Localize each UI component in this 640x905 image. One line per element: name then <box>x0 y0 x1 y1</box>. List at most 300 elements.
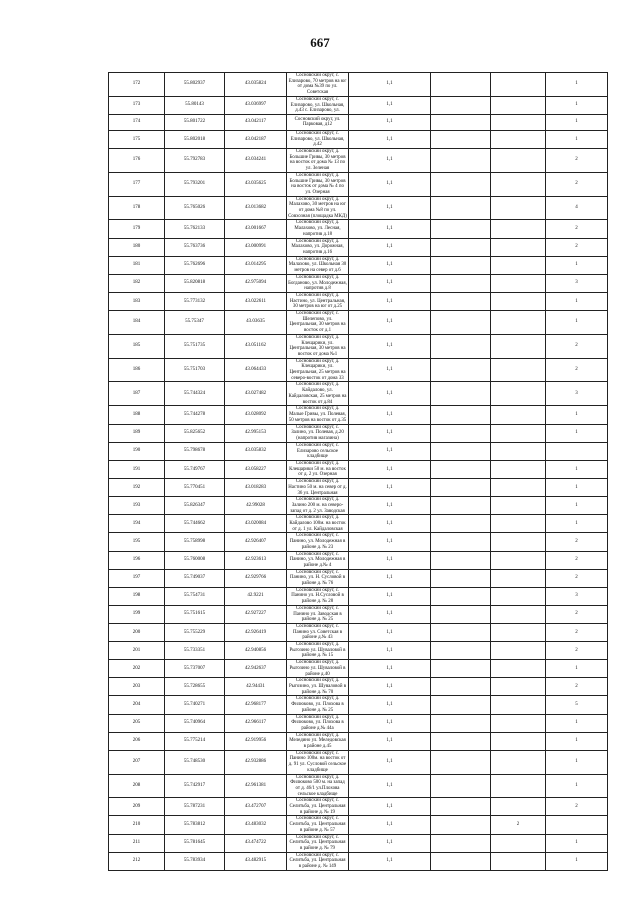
table-row <box>109 587 608 605</box>
volume-cell: 1,1 <box>349 424 431 442</box>
row-number: 202 <box>109 660 165 678</box>
address-cell: Сосновский округ, с. Елизарово, 70 метров на юг от дома №39 по ул. Советская <box>287 73 349 97</box>
row-number: 177 <box>109 172 165 196</box>
row-number: 190 <box>109 442 165 460</box>
longitude-cell: 43.474722 <box>225 834 287 852</box>
extra-cell-a <box>491 678 546 696</box>
longitude-cell: 42.927227 <box>225 605 287 623</box>
table-row <box>109 533 608 551</box>
volume-cell: 1,1 <box>349 696 431 714</box>
count-cell <box>431 623 491 641</box>
row-number: 193 <box>109 497 165 515</box>
table-row <box>109 334 608 358</box>
table-row <box>109 696 608 714</box>
volume-cell: 1,1 <box>349 852 431 870</box>
row-number: 191 <box>109 460 165 478</box>
extra-cell-b: 1 <box>546 96 608 114</box>
extra-cell-b: 1 <box>546 660 608 678</box>
count-cell <box>431 515 491 533</box>
row-number: 204 <box>109 696 165 714</box>
extra-cell-a <box>491 73 546 97</box>
address-cell: Сосновский округ, д. Клещарики, ул. Центральная, 25 метров на северо-восток от дома 33 <box>287 358 349 382</box>
extra-cell-b: 2 <box>546 678 608 696</box>
extra-cell-a <box>491 551 546 569</box>
extra-cell-a <box>491 533 546 551</box>
volume-cell: 1,1 <box>349 714 431 732</box>
volume-cell: 1,1 <box>349 678 431 696</box>
longitude-cell: 43.022611 <box>225 292 287 310</box>
count-cell <box>431 834 491 852</box>
longitude-cell: 42.9221 <box>225 587 287 605</box>
address-cell: Сосновский округ, с. Панино ул. Заводская в районе д. № 25 <box>287 605 349 623</box>
count-cell <box>431 172 491 196</box>
longitude-cell: 42.975094 <box>225 274 287 292</box>
extra-cell-a <box>491 196 546 220</box>
volume-cell: 1,1 <box>349 460 431 478</box>
extra-cell-a <box>491 569 546 587</box>
longitude-cell: 43.036997 <box>225 96 287 114</box>
latitude-cell: 55.801722 <box>165 114 225 130</box>
table-row <box>109 149 608 173</box>
count-cell <box>431 114 491 130</box>
count-cell <box>431 406 491 425</box>
count-cell <box>431 130 491 148</box>
table-row <box>109 73 608 97</box>
longitude-cell: 43.013682 <box>225 196 287 220</box>
longitude-cell: 43.018283 <box>225 479 287 497</box>
extra-cell-a <box>491 238 546 256</box>
extra-cell-a <box>491 623 546 641</box>
count-cell <box>431 311 491 335</box>
longitude-cell: 43.042117 <box>225 114 287 130</box>
count-cell <box>431 816 491 834</box>
count-cell <box>431 798 491 816</box>
count-cell <box>431 696 491 714</box>
address-cell: Сосновский округ, д. Филюково, ул. Плохова в районе д. № 25 <box>287 696 349 714</box>
count-cell <box>431 569 491 587</box>
count-cell <box>431 774 491 798</box>
extra-cell-a <box>491 442 546 460</box>
longitude-cell: 42.932886 <box>225 750 287 774</box>
extra-cell-a <box>491 798 546 816</box>
extra-cell-b: 2 <box>546 642 608 660</box>
volume-cell: 1,1 <box>349 551 431 569</box>
table-row <box>109 515 608 533</box>
count-cell <box>431 196 491 220</box>
table-row <box>109 220 608 238</box>
extra-cell-a <box>491 774 546 798</box>
row-number: 194 <box>109 515 165 533</box>
volume-cell: 1,1 <box>349 623 431 641</box>
table-row <box>109 497 608 515</box>
extra-cell-a <box>491 172 546 196</box>
row-number: 210 <box>109 816 165 834</box>
container-sites-table <box>108 72 608 871</box>
volume-cell: 1,1 <box>349 196 431 220</box>
extra-cell-a <box>491 852 546 870</box>
table-row <box>109 172 608 196</box>
count-cell <box>431 149 491 173</box>
count-cell <box>431 442 491 460</box>
extra-cell-b: 2 <box>546 623 608 641</box>
table-row <box>109 732 608 750</box>
table-row <box>109 569 608 587</box>
table-row <box>109 551 608 569</box>
volume-cell: 1,1 <box>349 587 431 605</box>
volume-cell: 1,1 <box>349 334 431 358</box>
latitude-cell: 55.783812 <box>165 816 225 834</box>
extra-cell-a <box>491 750 546 774</box>
table-row <box>109 274 608 292</box>
longitude-cell: 42.940856 <box>225 642 287 660</box>
extra-cell-a <box>491 515 546 533</box>
address-cell: Сосновский округ, с. Елизарово, ул. Школьная, д.42 <box>287 130 349 148</box>
count-cell <box>431 292 491 310</box>
extra-cell-a <box>491 587 546 605</box>
latitude-cell: 55.765026 <box>165 196 225 220</box>
row-number: 181 <box>109 256 165 274</box>
extra-cell-b: 1 <box>546 114 608 130</box>
row-number: 212 <box>109 852 165 870</box>
table-row <box>109 382 608 406</box>
extra-cell-b: 1 <box>546 406 608 425</box>
extra-cell-b: 1 <box>546 460 608 478</box>
count-cell <box>431 358 491 382</box>
longitude-cell: 43.058227 <box>225 460 287 478</box>
latitude-cell: 55.749767 <box>165 460 225 478</box>
longitude-cell: 42.968177 <box>225 696 287 714</box>
longitude-cell: 43.051162 <box>225 334 287 358</box>
count-cell <box>431 424 491 442</box>
row-number: 180 <box>109 238 165 256</box>
count-cell <box>431 852 491 870</box>
row-number: 211 <box>109 834 165 852</box>
volume-cell: 1,1 <box>349 406 431 425</box>
count-cell <box>431 605 491 623</box>
longitude-cell: 42.99028 <box>225 497 287 515</box>
address-cell: Сосновский округ, с. Селитьба, ул. Центральная в районе д. № 79 <box>287 834 349 852</box>
longitude-cell: 43.035625 <box>225 172 287 196</box>
extra-cell-a <box>491 479 546 497</box>
latitude-cell: 55.737007 <box>165 660 225 678</box>
volume-cell: 1,1 <box>349 220 431 238</box>
extra-cell-b: 3 <box>546 587 608 605</box>
longitude-cell: 43.482915 <box>225 852 287 870</box>
count-cell <box>431 274 491 292</box>
volume-cell: 1,1 <box>349 274 431 292</box>
extra-cell-a <box>491 256 546 274</box>
volume-cell: 1,1 <box>349 172 431 196</box>
volume-cell: 1,1 <box>349 479 431 497</box>
latitude-cell: 55.798678 <box>165 442 225 460</box>
address-cell: Сосновский округ, д. Меледино ул. Меледовская в районе д.45 <box>287 732 349 750</box>
table-row <box>109 238 608 256</box>
longitude-cell: 43.064433 <box>225 358 287 382</box>
longitude-cell: 42.929766 <box>225 569 287 587</box>
volume-cell: 1,1 <box>349 358 431 382</box>
longitude-cell: 43.028092 <box>225 406 287 425</box>
latitude-cell: 55.787231 <box>165 798 225 816</box>
volume-cell: 1,1 <box>349 238 431 256</box>
count-cell <box>431 551 491 569</box>
latitude-cell: 55.762696 <box>165 256 225 274</box>
extra-cell-a <box>491 358 546 382</box>
extra-cell-b: 1 <box>546 292 608 310</box>
volume-cell: 1,1 <box>349 149 431 173</box>
extra-cell-a <box>491 149 546 173</box>
extra-cell-a <box>491 334 546 358</box>
address-cell: Сосновский округ, с. Панино, ул. Н. Сусловой в районе д. № 76 <box>287 569 349 587</box>
row-number: 200 <box>109 623 165 641</box>
extra-cell-b: 2 <box>546 220 608 238</box>
extra-cell-b: 1 <box>546 424 608 442</box>
address-cell: Сосновский округ, с. Селитьба, ул. Центральная в районе д. № 149 <box>287 852 349 870</box>
address-cell: Сосновский округ, д. Богданово, ул. Молодежная, напротив д.8 <box>288 274 347 292</box>
table-row <box>109 460 608 478</box>
extra-cell-a <box>491 311 546 335</box>
extra-cell-a <box>491 834 546 852</box>
address-cell: Сосновский округ, с. Селитьба, ул. Центральная в районе д. № 19 <box>287 798 349 816</box>
longitude-cell: 43.472707 <box>225 798 287 816</box>
row-number: 183 <box>109 292 165 310</box>
table-row <box>109 714 608 732</box>
volume-cell: 1,1 <box>349 798 431 816</box>
extra-cell-b: 2 <box>546 605 608 623</box>
volume-cell: 1,1 <box>349 732 431 750</box>
address-cell: Сосновский округ, д. Клещарики, ул. Центральная, 30 метров на восток от дома №1 <box>287 334 349 358</box>
count-cell <box>431 382 491 406</box>
table-row <box>109 623 608 641</box>
row-number: 205 <box>109 714 165 732</box>
row-number: 207 <box>109 750 165 774</box>
latitude-cell: 55.793201 <box>165 172 225 196</box>
address-cell: Сосновский округ, с. Панино 100м. на восток от д. 91 ул. Сусловой сельское кладбище <box>287 750 349 774</box>
extra-cell-a <box>491 114 546 130</box>
table-row <box>109 852 608 870</box>
latitude-cell: 55.733351 <box>165 642 225 660</box>
table-row <box>109 442 608 460</box>
longitude-cell: 42.966117 <box>225 714 287 732</box>
extra-cell-b: 1 <box>546 732 608 750</box>
address-cell: Сосновский округ, д. Кайдалово, ул. Кайдаловская, 25 метров на восток от д.84 <box>287 382 349 406</box>
table-row <box>109 678 608 696</box>
extra-cell-a <box>491 460 546 478</box>
row-number: 209 <box>109 798 165 816</box>
table-row <box>109 605 608 623</box>
latitude-cell: 55.748530 <box>165 750 225 774</box>
count-cell <box>431 220 491 238</box>
extra-cell-a <box>491 382 546 406</box>
count-cell <box>431 256 491 274</box>
page-number: 667 <box>310 35 330 50</box>
extra-cell-a <box>491 424 546 442</box>
longitude-cell: 42.923613 <box>225 551 287 569</box>
address-cell: Сосновский округ, с. Панино ул. Советская в районе д.№ 43 <box>287 623 349 641</box>
extra-cell-b: 1 <box>546 311 608 335</box>
row-number: 199 <box>109 605 165 623</box>
address-cell: Сосновский округ, с. Елизарово сельское кладбище <box>287 442 349 460</box>
volume-cell: 1,1 <box>349 834 431 852</box>
row-number: 186 <box>109 358 165 382</box>
extra-cell-b: 2 <box>546 238 608 256</box>
count-cell <box>431 460 491 478</box>
row-number: 187 <box>109 382 165 406</box>
extra-cell-b: 2 <box>546 358 608 382</box>
extra-cell-b: 1 <box>546 256 608 274</box>
volume-cell: 1,1 <box>349 256 431 274</box>
longitude-cell: 43.027482 <box>225 382 287 406</box>
address-cell: Сосновский округ, ул. Парковая, д12 <box>287 114 349 130</box>
extra-cell-a <box>491 732 546 750</box>
row-number: 179 <box>109 220 165 238</box>
table-row <box>109 311 608 335</box>
latitude-cell: 55.740964 <box>165 714 225 732</box>
address-cell: Сосновский округ, д. Филюково 500 м. на запад от д. 46/1 ул.Плохова сельское кладбище <box>287 774 349 798</box>
latitude-cell: 55.773132 <box>165 292 225 310</box>
latitude-cell: 55.744324 <box>165 382 225 406</box>
extra-cell-b: 1 <box>546 497 608 515</box>
volume-cell: 1,1 <box>349 533 431 551</box>
table-row <box>109 114 608 130</box>
row-number: 196 <box>109 551 165 569</box>
extra-cell-b <box>546 442 608 460</box>
volume-cell: 1,1 <box>349 442 431 460</box>
extra-cell-a <box>491 406 546 425</box>
table-row <box>109 96 608 114</box>
row-number: 203 <box>109 678 165 696</box>
count-cell <box>431 714 491 732</box>
table-row <box>109 406 608 425</box>
longitude-cell: 43.042187 <box>225 130 287 148</box>
extra-cell-b: 1 <box>546 515 608 533</box>
latitude-cell: 55.740271 <box>165 696 225 714</box>
latitude-cell: 55.80143 <box>165 96 225 114</box>
table-row <box>109 798 608 816</box>
address-cell: Сосновский округ, с. Шелепово, ул. Центральная, 30 метров на восток от д.1 <box>287 311 349 335</box>
latitude-cell: 55.763736 <box>165 238 225 256</box>
row-number: 197 <box>109 569 165 587</box>
longitude-cell: 43.03635 <box>225 311 287 335</box>
extra-cell-b: 3 <box>546 274 608 292</box>
latitude-cell: 55.755229 <box>165 623 225 641</box>
extra-cell-b: 1 <box>546 834 608 852</box>
longitude-cell: 43.035824 <box>225 73 287 97</box>
latitude-cell: 55.825652 <box>165 424 225 442</box>
longitude-cell: 43.035832 <box>225 442 287 460</box>
count-cell <box>431 96 491 114</box>
count-cell <box>431 479 491 497</box>
volume-cell: 1,1 <box>349 660 431 678</box>
address-cell: Сосновский округ, д. Малахово, ул. Дорожная, напротив д.16 <box>287 238 349 256</box>
latitude-cell: 55.770451 <box>165 479 225 497</box>
volume-cell: 1,1 <box>349 750 431 774</box>
row-number: 182 <box>109 274 165 292</box>
row-number: 174 <box>109 114 165 130</box>
extra-cell-b: 1 <box>546 130 608 148</box>
latitude-cell: 55.820818 <box>165 274 225 292</box>
longitude-cell: 43.001667 <box>225 220 287 238</box>
extra-cell-a <box>491 642 546 660</box>
count-cell <box>431 732 491 750</box>
count-cell <box>431 334 491 358</box>
extra-cell-a <box>491 714 546 732</box>
volume-cell: 1,1 <box>349 515 431 533</box>
extra-cell-a <box>491 274 546 292</box>
address-cell: Сосновский округ, с. Селитьба, ул. Центральная в районе д. № 57 <box>287 816 349 834</box>
latitude-cell: 55.802018 <box>165 130 225 148</box>
volume-cell: 1,1 <box>349 497 431 515</box>
row-number: 185 <box>109 334 165 358</box>
address-cell: Сосновский округ, д. Филюково, ул. Плохова в районе д.№ 44а <box>287 714 349 732</box>
row-number: 206 <box>109 732 165 750</box>
extra-cell-b: 1 <box>546 750 608 774</box>
volume-cell: 1,1 <box>349 642 431 660</box>
row-number: 173 <box>109 96 165 114</box>
row-number: 176 <box>109 149 165 173</box>
longitude-cell: 43.483032 <box>225 816 287 834</box>
address-cell: Сосновский округ, д. Большие Гривы, 30 метров на восток от дома № 4 по ул. Озерная <box>287 172 349 196</box>
longitude-cell: 43.020084 <box>225 515 287 533</box>
extra-cell-b: 1 <box>546 714 608 732</box>
address-cell: Сосновский округ, д. Малые Гривы, ул. Полевая, 50 метров на восток от д.35 <box>287 406 349 425</box>
longitude-cell: 42.995153 <box>225 424 287 442</box>
table-row <box>109 834 608 852</box>
extra-cell-a <box>491 660 546 678</box>
volume-cell: 1,1 <box>349 816 431 834</box>
latitude-cell: 55.728655 <box>165 678 225 696</box>
latitude-cell: 55.826347 <box>165 497 225 515</box>
row-number: 201 <box>109 642 165 660</box>
address-cell: Сосновский округ, д. Большие Гривы, 30 метров на восток от дома № 13 по ул. Зеленая <box>287 149 349 173</box>
latitude-cell: 55.742917 <box>165 774 225 798</box>
extra-cell-b <box>546 816 608 834</box>
longitude-cell: 42.926419 <box>225 623 287 641</box>
latitude-cell: 55.783934 <box>165 852 225 870</box>
longitude-cell: 43.014295 <box>225 256 287 274</box>
address-cell: Сосновский округ, д. Клещарики 50 м. на восток от д. 2 ул. Озерная <box>287 460 349 478</box>
table-row <box>109 256 608 274</box>
count-cell <box>431 73 491 97</box>
table-row <box>109 292 608 310</box>
table-row <box>109 816 608 834</box>
row-number: 189 <box>109 424 165 442</box>
latitude-cell: 55.762133 <box>165 220 225 238</box>
table-row <box>109 479 608 497</box>
extra-cell-b: 1 <box>546 479 608 497</box>
extra-cell-a <box>491 605 546 623</box>
extra-cell-a <box>491 292 546 310</box>
table-row <box>109 774 608 798</box>
extra-cell-a <box>491 96 546 114</box>
latitude-cell: 55.775214 <box>165 732 225 750</box>
volume-cell: 1,1 <box>349 73 431 97</box>
table-row <box>109 750 608 774</box>
latitude-cell: 55.758998 <box>165 533 225 551</box>
longitude-cell: 42.94431 <box>225 678 287 696</box>
extra-cell-a <box>491 130 546 148</box>
latitude-cell: 55.754731 <box>165 587 225 605</box>
latitude-cell: 55.749037 <box>165 569 225 587</box>
latitude-cell: 55.744278 <box>165 406 225 425</box>
volume-cell: 1,1 <box>349 114 431 130</box>
count-cell <box>431 642 491 660</box>
latitude-cell: 55.751703 <box>165 358 225 382</box>
table-row <box>109 424 608 442</box>
latitude-cell: 55.751615 <box>165 605 225 623</box>
extra-cell-b: 5 <box>546 696 608 714</box>
row-number: 178 <box>109 196 165 220</box>
extra-cell-b: 2 <box>546 798 608 816</box>
